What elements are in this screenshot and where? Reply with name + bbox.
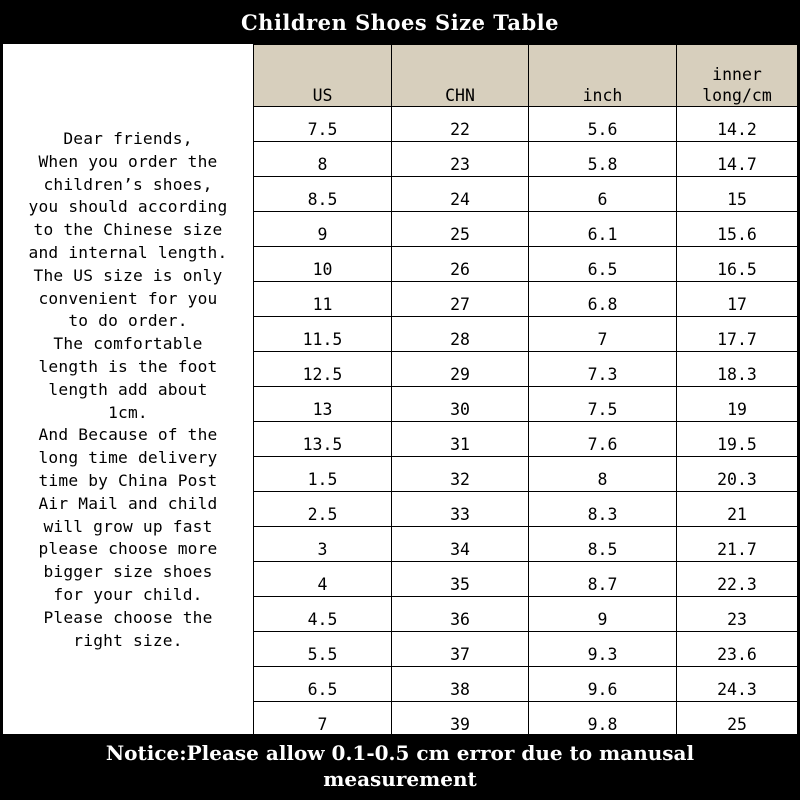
cell-inch: 9.6 — [529, 667, 677, 702]
cell-us: 13 — [254, 387, 392, 422]
cell-inner-length: 17 — [677, 282, 798, 317]
cell-inch: 6.8 — [529, 282, 677, 317]
cell-inch: 6.5 — [529, 247, 677, 282]
page-title: Children Shoes Size Table — [0, 0, 800, 44]
cell-inner-length: 14.7 — [677, 142, 798, 177]
notes-line: to the Chinese size — [33, 220, 223, 240]
table-row — [254, 457, 798, 492]
cell-chn: 26 — [392, 247, 529, 282]
table-row — [254, 667, 798, 702]
cell-inch: 7 — [529, 317, 677, 352]
cell-chn: 27 — [392, 282, 529, 317]
notes-line: for your child. — [53, 584, 203, 604]
table-row — [254, 212, 798, 247]
cell-chn: 29 — [392, 352, 529, 387]
cell-inch: 8.5 — [529, 527, 677, 562]
cell-chn: 24 — [392, 177, 529, 212]
cell-inner-length: 16.5 — [677, 247, 798, 282]
cell-inner-length: 20.3 — [677, 457, 798, 492]
cell-inch: 8 — [529, 457, 677, 492]
cell-chn: 31 — [392, 422, 529, 457]
notes-line: children’s shoes, — [43, 174, 213, 194]
notes-text — [3, 128, 253, 652]
cell-us: 1.5 — [254, 457, 392, 492]
table-row — [254, 142, 798, 177]
cell-inner-length: 19 — [677, 387, 798, 422]
table-row — [254, 492, 798, 527]
notes-line: long time delivery — [38, 448, 218, 468]
table-row — [254, 282, 798, 317]
cell-chn: 25 — [392, 212, 529, 247]
header-inner-line2: long/cm — [702, 86, 772, 105]
cell-inner-length: 23 — [677, 597, 798, 632]
notes-line: The comfortable — [53, 334, 203, 354]
table-row — [254, 702, 798, 737]
notes-line: will grow up fast — [43, 516, 213, 536]
table-row — [254, 632, 798, 667]
notes-line: Please choose the — [43, 607, 213, 627]
cell-inch: 7.6 — [529, 422, 677, 457]
cell-us: 4 — [254, 562, 392, 597]
cell-chn: 23 — [392, 142, 529, 177]
cell-inch: 7.3 — [529, 352, 677, 387]
cell-inch: 6.1 — [529, 212, 677, 247]
cell-inner-length: 19.5 — [677, 422, 798, 457]
table-row — [254, 247, 798, 282]
cell-us: 12.5 — [254, 352, 392, 387]
table-row — [254, 422, 798, 457]
cell-inch: 9.8 — [529, 702, 677, 737]
header-chn: CHN — [392, 45, 529, 107]
cell-inner-length: 18.3 — [677, 352, 798, 387]
cell-inner-length: 21.7 — [677, 527, 798, 562]
notes-line: right size. — [73, 630, 183, 650]
notes-line: When you order the — [38, 151, 218, 171]
cell-us: 10 — [254, 247, 392, 282]
cell-us: 8.5 — [254, 177, 392, 212]
table-row — [254, 597, 798, 632]
cell-chn: 33 — [392, 492, 529, 527]
cell-inner-length: 23.6 — [677, 632, 798, 667]
notes-line: time by China Post — [38, 470, 218, 490]
cell-chn: 30 — [392, 387, 529, 422]
notes-line: convenient for you — [38, 288, 218, 308]
notes-line: and internal length. — [28, 242, 228, 262]
notes-line: And Because of the — [38, 425, 218, 445]
cell-us: 6.5 — [254, 667, 392, 702]
cell-chn: 22 — [392, 107, 529, 142]
cell-us: 11 — [254, 282, 392, 317]
table-header-row — [254, 45, 798, 107]
table-body — [254, 107, 798, 737]
cell-us: 4.5 — [254, 597, 392, 632]
notes-line: to do order. — [68, 311, 188, 331]
cell-inner-length: 21 — [677, 492, 798, 527]
cell-us: 7.5 — [254, 107, 392, 142]
notes-line: The US size is only — [33, 265, 223, 285]
cell-inch: 5.8 — [529, 142, 677, 177]
cell-inch: 8.7 — [529, 562, 677, 597]
notice-line1: Notice:Please allow 0.1-0.5 cm error due to manusal — [105, 741, 695, 765]
header-inner-line1: inner — [712, 65, 762, 84]
notes-line: length is the foot — [38, 356, 218, 376]
header-inch: inch — [529, 45, 677, 107]
cell-inch: 8.3 — [529, 492, 677, 527]
table-row — [254, 317, 798, 352]
cell-chn: 35 — [392, 562, 529, 597]
table-row — [254, 562, 798, 597]
cell-inner-length: 25 — [677, 702, 798, 737]
cell-chn: 39 — [392, 702, 529, 737]
table-row — [254, 177, 798, 212]
size-table — [253, 44, 798, 737]
cell-inch: 7.5 — [529, 387, 677, 422]
table-row — [254, 352, 798, 387]
notes-line: bigger size shoes — [43, 562, 213, 582]
cell-us: 5.5 — [254, 632, 392, 667]
notes-line: you should according — [28, 197, 228, 217]
header-us: US — [254, 45, 392, 107]
cell-inch: 5.6 — [529, 107, 677, 142]
cell-chn: 37 — [392, 632, 529, 667]
cell-chn: 38 — [392, 667, 529, 702]
cell-us: 8 — [254, 142, 392, 177]
cell-chn: 36 — [392, 597, 529, 632]
cell-us: 7 — [254, 702, 392, 737]
notes-line: Air Mail and child — [38, 493, 218, 513]
table-row — [254, 527, 798, 562]
table-row — [254, 387, 798, 422]
cell-inch: 6 — [529, 177, 677, 212]
notes-line: Dear friends, — [63, 129, 193, 148]
notice-line2: measurement — [323, 767, 477, 791]
cell-inner-length: 14.2 — [677, 107, 798, 142]
cell-inch: 9 — [529, 597, 677, 632]
cell-us: 3 — [254, 527, 392, 562]
notes-line: length add about — [48, 379, 208, 399]
notes-line: please choose more — [38, 539, 218, 559]
cell-us: 2.5 — [254, 492, 392, 527]
cell-chn: 28 — [392, 317, 529, 352]
cell-chn: 34 — [392, 527, 529, 562]
header-inner-length — [677, 45, 798, 107]
cell-us: 13.5 — [254, 422, 392, 457]
cell-chn: 32 — [392, 457, 529, 492]
cell-inch: 9.3 — [529, 632, 677, 667]
cell-inner-length: 15.6 — [677, 212, 798, 247]
notice-bar — [0, 734, 800, 800]
cell-us: 11.5 — [254, 317, 392, 352]
cell-inner-length: 15 — [677, 177, 798, 212]
table-row — [254, 107, 798, 142]
cell-us: 9 — [254, 212, 392, 247]
notes-line: 1cm. — [108, 402, 148, 422]
cell-inner-length: 24.3 — [677, 667, 798, 702]
cell-inner-length: 22.3 — [677, 562, 798, 597]
cell-inner-length: 17.7 — [677, 317, 798, 352]
